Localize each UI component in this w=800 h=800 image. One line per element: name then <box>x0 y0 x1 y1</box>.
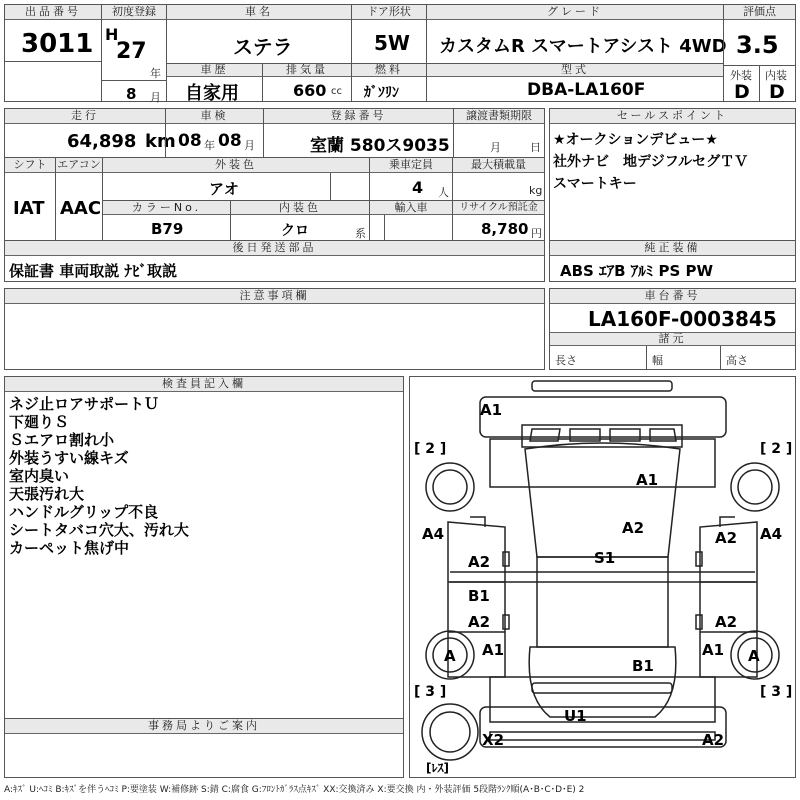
mark-hood: A1 <box>636 471 659 489</box>
inspector-note: カーペット焦げ中 <box>9 539 130 557</box>
fuel-label: 燃料 <box>352 64 426 77</box>
mark-front-fender-left: A4 <box>422 525 445 543</box>
int-color-suffix: 系 <box>355 227 366 240</box>
shift-label: シフト <box>5 158 55 173</box>
aircon: AAC <box>60 198 102 219</box>
load-unit: kg <box>529 184 543 197</box>
door-label: ドア形状 <box>352 5 426 20</box>
color-no: B79 <box>151 220 184 238</box>
capacity-cell <box>369 157 453 201</box>
first-reg-label: 初度登録 <box>102 5 166 20</box>
year: 27 <box>116 39 147 64</box>
car-diagram <box>409 376 796 778</box>
car-name-label: 車名 <box>167 5 351 20</box>
shift-cell <box>4 157 56 241</box>
int-color-label: 内装色 <box>231 201 369 215</box>
sales-point-item: 社外ナビ 地デジフルセグＴＶ <box>553 154 749 170</box>
deadline-day-unit: 日 <box>530 141 541 154</box>
inspection-month: 08 <box>218 131 242 151</box>
recycle-unit: 円 <box>531 227 542 240</box>
tire-label-rear-left: [ 3 ] <box>414 684 447 700</box>
history-label: 車歴 <box>167 64 262 77</box>
recycle-label: リサイクル預託金 <box>453 201 544 215</box>
displacement-cell <box>262 63 352 102</box>
lot-no: 3011 <box>21 29 94 59</box>
mileage: 64,898 <box>67 131 137 152</box>
grade-label: グレード <box>427 5 723 20</box>
year-unit: 年 <box>150 67 161 80</box>
inspection-month-unit: 月 <box>244 139 255 152</box>
ext-color: アオ <box>209 180 239 198</box>
inspector-note: 下廻りＳ <box>9 413 70 431</box>
chassis-label: 車台番号 <box>550 289 795 304</box>
inspector-note: ハンドルグリップ不良 <box>9 503 159 521</box>
history: 自家用 <box>185 83 239 104</box>
mark-rear-fender-right: A1 <box>702 641 725 659</box>
office-label: 事務局よりご案内 <box>5 719 403 734</box>
mark-rear-bumper-left: X2 <box>482 731 505 749</box>
fuel: ｶﾞｿﾘﾝ <box>364 85 399 101</box>
score: 3.5 <box>736 31 779 59</box>
mark-rear-wheel-left: A <box>444 647 456 665</box>
sales-points-label: セールスポイント <box>550 109 795 124</box>
notes-cell <box>4 288 545 370</box>
max-load-cell <box>452 157 545 201</box>
sales-points-list <box>553 129 748 195</box>
mark-front-fender-right: A4 <box>760 525 783 543</box>
ext-color-cell <box>102 157 370 201</box>
door-cell <box>351 4 427 64</box>
interior-label: 内装 <box>765 69 787 82</box>
max-load-label: 最大積載量 <box>453 158 544 173</box>
inspector-note: Ｓエアロ割れ小 <box>9 431 115 449</box>
sales-point-item: ★オークションデビュー★ <box>553 132 718 148</box>
model-code: DBA-LA160F <box>527 80 646 100</box>
mark-front-door-left: A2 <box>468 553 491 571</box>
deadline-label: 譲渡書類期限 <box>454 109 544 124</box>
color-no-cell <box>102 200 231 241</box>
office-cell <box>4 718 404 778</box>
chassis-cell <box>549 288 796 370</box>
mileage-unit: km <box>145 131 176 152</box>
sales-points-cell <box>549 108 796 241</box>
import-label: 輸入車 <box>370 201 452 215</box>
specs-label: 諸元 <box>550 332 795 346</box>
lot-no-cell <box>4 4 102 102</box>
notes-label: 注意事項欄 <box>5 289 544 304</box>
displacement-label: 排気量 <box>263 64 351 77</box>
tire-label-rear-right: [ 3 ] <box>760 684 793 700</box>
mark-back-door: U1 <box>564 707 587 725</box>
recycle-cell <box>452 200 545 241</box>
import-cell <box>369 200 453 241</box>
ext-color-label: 外装色 <box>103 158 369 173</box>
exterior-label: 外装 <box>730 69 752 82</box>
mark-rear-door-left: A2 <box>468 613 491 631</box>
inspection-cell <box>165 108 264 158</box>
displacement: 660 <box>293 81 327 100</box>
capacity: 4 <box>412 178 424 197</box>
sales-point-item: スマートキー <box>553 176 637 192</box>
mark-pillar-left: B1 <box>468 587 490 605</box>
mark-roof: S1 <box>594 549 616 567</box>
month-unit: 月 <box>150 91 161 104</box>
mark-rear-glass: B1 <box>632 657 654 675</box>
tire-label-front-left: [ 2 ] <box>414 441 447 457</box>
inspector-note: 外装うすい線キズ <box>9 449 129 467</box>
deadline-cell <box>453 108 545 158</box>
interior-grade: D <box>769 81 785 103</box>
lot-no-label: 出品番号 <box>5 5 101 20</box>
score-label: 評価点 <box>724 5 795 20</box>
mark-front-door-right: A2 <box>715 529 738 547</box>
capacity-unit: 人 <box>438 186 449 199</box>
genuine-equipment: ABS ｴｱB ｱﾙﾐ PS PW <box>560 262 714 280</box>
inspector-note: 室内臭い <box>9 467 70 485</box>
spec-length-label: 長さ <box>555 354 577 367</box>
score-cell <box>723 4 796 102</box>
inspector-note: シートタバコ穴大、汚れ大 <box>9 521 189 539</box>
mark-windshield: A2 <box>622 519 645 537</box>
history-cell <box>166 63 263 102</box>
spare-label: [ﾚｽ] <box>426 761 449 775</box>
int-color-cell <box>230 200 370 241</box>
capacity-label: 乗車定員 <box>370 158 452 173</box>
inspection-label: 車検 <box>166 109 263 124</box>
mark-rear-door-right: A2 <box>715 613 738 631</box>
month: 8 <box>126 85 137 103</box>
legend: A:ｷｽﾞ U:ﾍｺﾐ B:ｷｽﾞを伴うﾍｺﾐ P:要塗装 W:補修跡 S:錆 C:腐食 G:ﾌﾛﾝﾄｶﾞﾗｽ点ｷｽﾞ XX:交換済み X:要交換 内・外装評価 5段階ﾗﾝｸ順(A･B･C･D･E) 2 <box>4 785 585 795</box>
grade: カスタムR スマートアシスト 4WD <box>439 36 727 57</box>
reg-no-cell <box>263 108 454 158</box>
inspection-year-unit: 年 <box>204 139 215 152</box>
deadline-month-unit: 月 <box>490 141 501 154</box>
inspector-label: 検査員記入欄 <box>5 377 403 392</box>
aircon-cell <box>55 157 103 241</box>
inspector-cell <box>4 376 404 719</box>
tire-label-front-right: [ 2 ] <box>760 441 793 457</box>
spec-width-label: 幅 <box>652 354 663 367</box>
recycle-fee: 8,780 <box>481 220 529 238</box>
era: H <box>105 25 119 44</box>
exterior-grade: D <box>734 81 750 103</box>
mark-front-bumper: A1 <box>480 401 503 419</box>
genuine-cell <box>549 240 796 282</box>
inspector-note: 天張汚れ大 <box>9 485 85 503</box>
model-cell <box>426 63 724 102</box>
chassis-no: LA160F-0003845 <box>588 307 777 331</box>
reg-no: 室蘭 580ス9035 <box>310 136 450 156</box>
spec-height-label: 高さ <box>726 354 748 367</box>
later-parts-label: 後日発送部品 <box>5 241 544 256</box>
int-color: クロ <box>281 223 309 239</box>
mark-rear-wheel-right: A <box>748 647 760 665</box>
car-outline <box>410 377 795 777</box>
door-type: 5W <box>374 31 410 55</box>
car-name-cell <box>166 4 352 64</box>
mark-rear-fender-left: A1 <box>482 641 505 659</box>
later-parts-cell <box>4 240 545 282</box>
first-reg-cell <box>101 4 167 102</box>
mileage-cell <box>4 108 176 158</box>
mileage-label: 走行 <box>5 109 165 124</box>
color-no-label: カラーNo. <box>103 201 230 215</box>
inspection-year: 08 <box>178 131 202 151</box>
inspector-note: ネジ止ロアサポートＵ <box>9 395 160 413</box>
aircon-label: エアコン <box>57 158 101 171</box>
later-parts: 保証書 車両取説 ﾅﾋﾞ取説 <box>9 262 177 280</box>
car-name: ステラ <box>233 35 293 59</box>
reg-no-label: 登録番号 <box>264 109 453 124</box>
grade-cell <box>426 4 727 64</box>
fuel-cell <box>351 63 427 102</box>
mark-rear-bumper-right: A2 <box>702 731 725 749</box>
shift: IAT <box>13 198 45 219</box>
model-label: 型式 <box>427 64 723 77</box>
genuine-label: 純正装備 <box>550 241 795 256</box>
inspector-notes <box>9 395 189 557</box>
displacement-unit: cc <box>331 86 342 97</box>
